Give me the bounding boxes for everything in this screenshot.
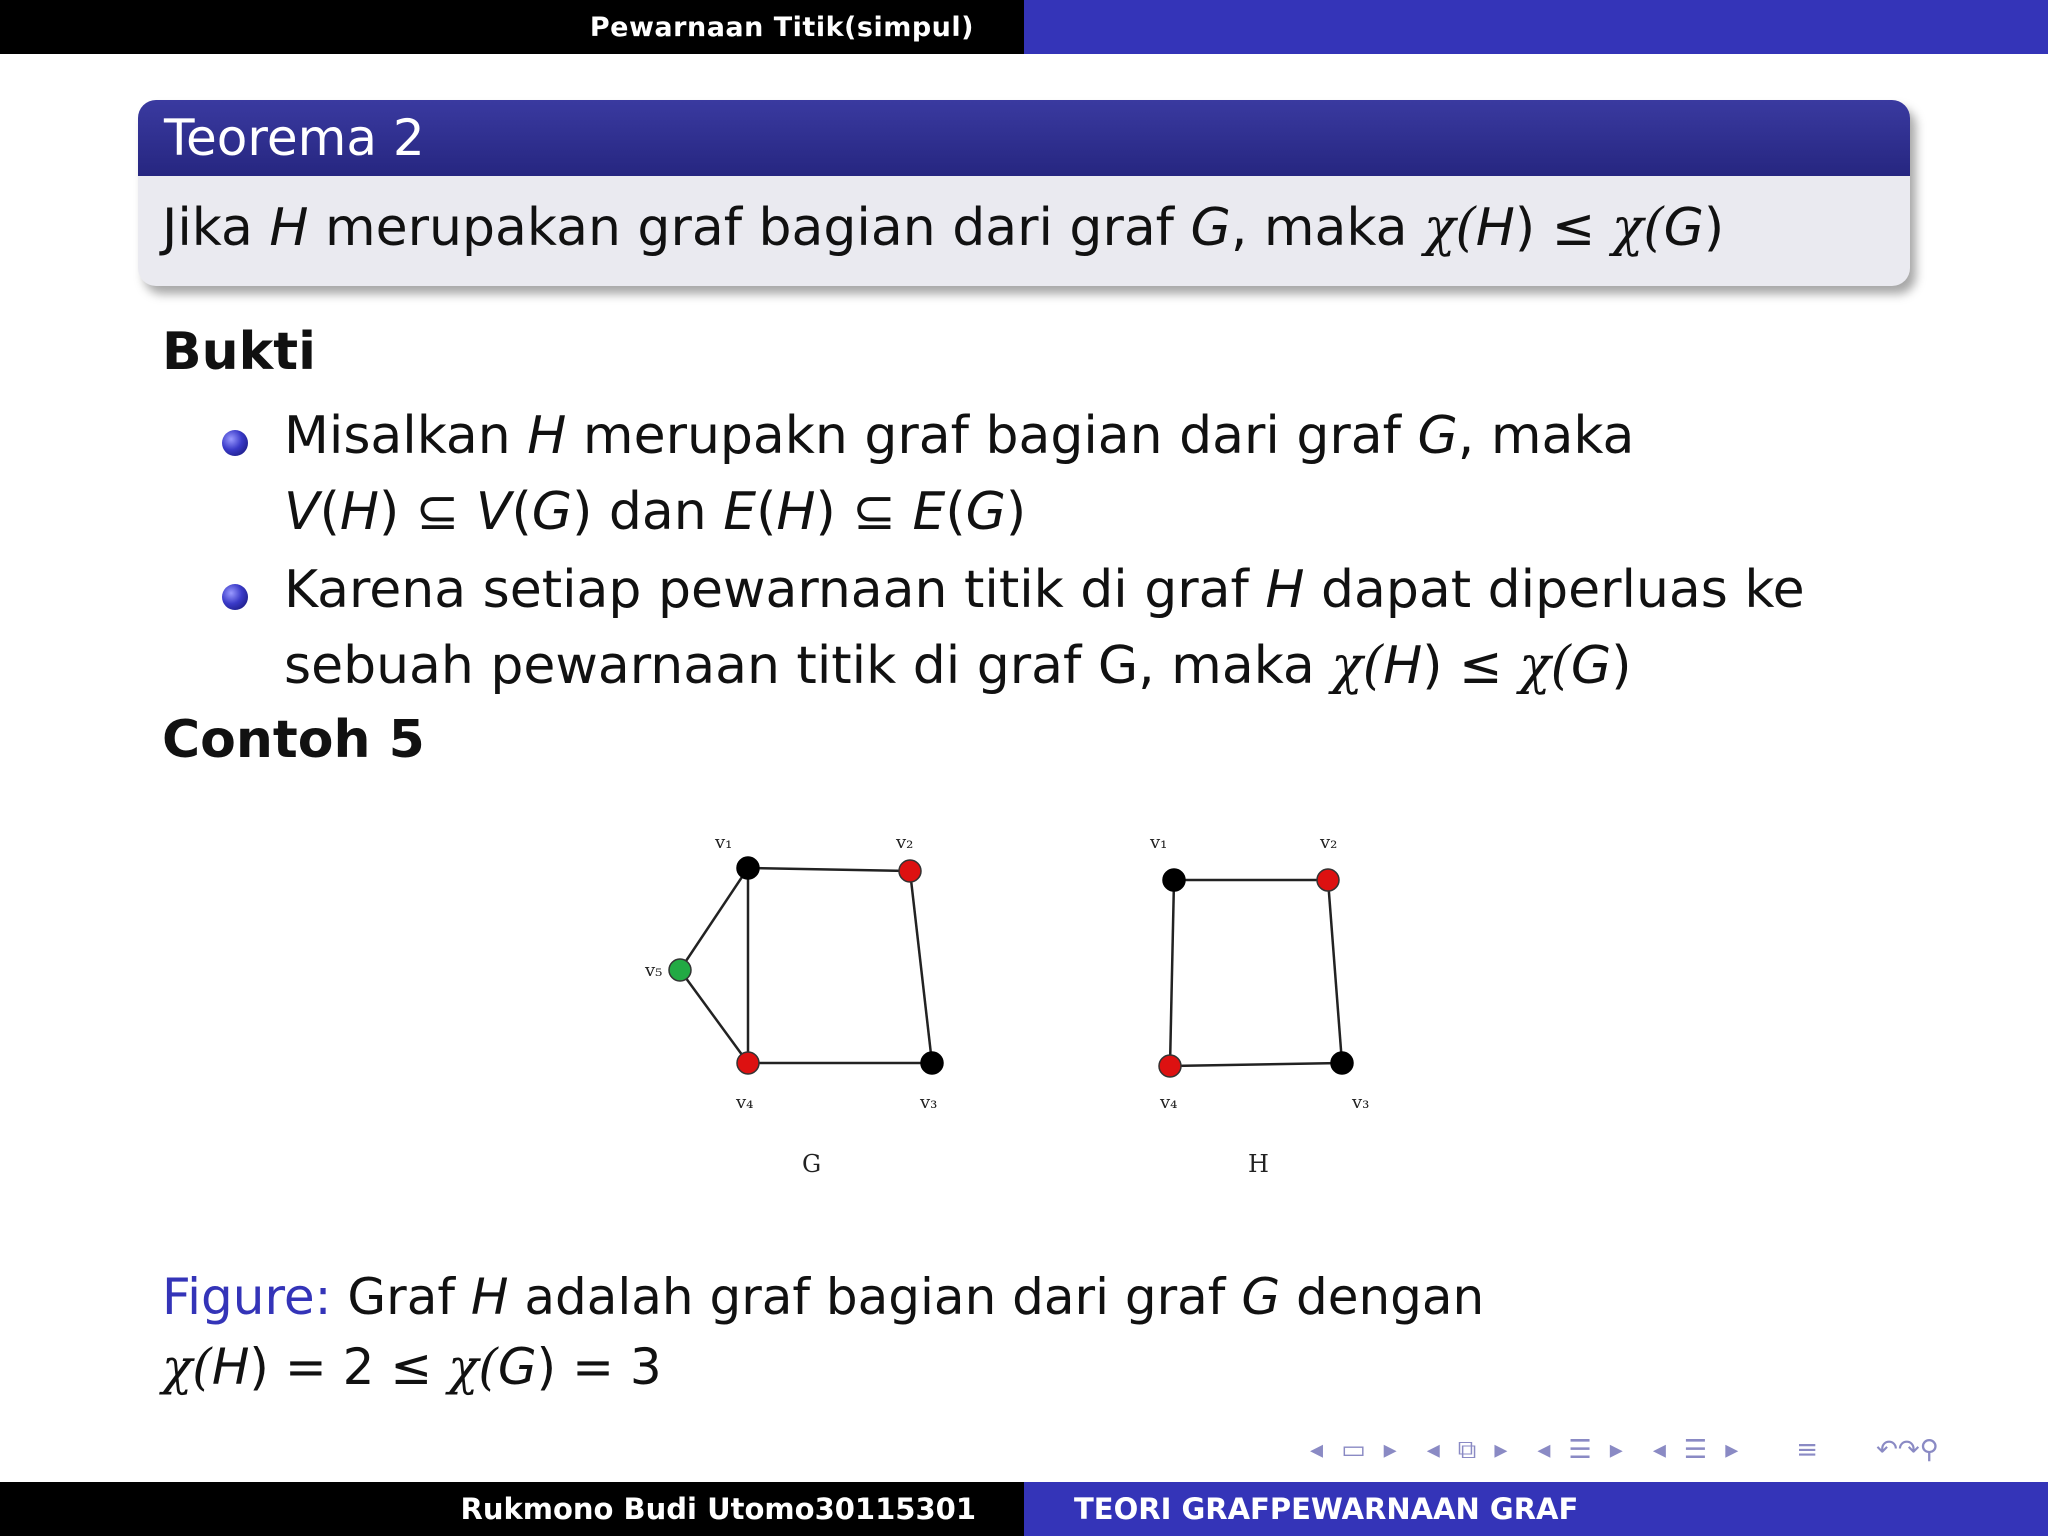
vertex-h-v1 bbox=[1163, 869, 1185, 891]
vertex-g-v1 bbox=[737, 857, 759, 879]
graph-h-name: H bbox=[1248, 1150, 1269, 1178]
figure-caption: Figure: Graf H adalah graf bagian dari graf G dengan χ(H) = 2 ≤ χ(G) = 3 bbox=[162, 1268, 1485, 1396]
proof-heading: Bukti bbox=[162, 322, 316, 382]
label-g-v5: v₅ bbox=[645, 960, 663, 981]
proof-bullet-2: Karena setiap pewarnaan titik di graf H dapat diperluas ke sebuah pewarnaan titik di graf G, maka χ(H) ≤ χ(G) bbox=[162, 552, 1922, 704]
graph-figure bbox=[640, 818, 1420, 1238]
align-icon[interactable]: ≡ bbox=[1796, 1435, 1819, 1465]
theorem-statement: Jika H merupakan graf bagian dari graf G, maka χ(H) ≤ χ(G) bbox=[162, 198, 1725, 258]
graph-figure-svg bbox=[640, 818, 1420, 1238]
list-icon[interactable]: ☰ bbox=[1683, 1435, 1708, 1465]
label-g-v4: v₄ bbox=[736, 1092, 754, 1113]
vertex-g-v4 bbox=[737, 1052, 759, 1074]
label-h-v3: v₃ bbox=[1352, 1092, 1370, 1113]
edge-g-v1-v2 bbox=[748, 868, 910, 871]
frame-icon[interactable]: ▭ bbox=[1341, 1435, 1366, 1465]
edge-h-v4-v1 bbox=[1170, 880, 1174, 1066]
graph-g-name: G bbox=[802, 1150, 822, 1178]
arrow-left-icon[interactable]: ◂ bbox=[1537, 1435, 1551, 1465]
arrow-left-icon[interactable]: ◂ bbox=[1426, 1435, 1440, 1465]
label-g-v2: v₂ bbox=[896, 832, 914, 853]
section-icon[interactable]: ☰ bbox=[1568, 1435, 1592, 1465]
subsection-icon[interactable]: ⧉ bbox=[1457, 1434, 1477, 1465]
arrow-left-icon[interactable]: ◂ bbox=[1310, 1435, 1324, 1465]
section-title[interactable]: Pewarnaan Titik(simpul) bbox=[589, 11, 974, 43]
label-g-v1: v₁ bbox=[715, 832, 733, 853]
vertex-h-v2 bbox=[1317, 869, 1339, 891]
arrow-right-icon[interactable]: ▸ bbox=[1725, 1435, 1739, 1465]
caption-label: Figure: bbox=[162, 1268, 332, 1326]
vertex-g-v3 bbox=[921, 1052, 943, 1074]
vertex-g-v2 bbox=[899, 860, 921, 882]
footer-author: Rukmono Budi Utomo30115301 bbox=[0, 1482, 1024, 1536]
edge-h-v3-v4 bbox=[1170, 1063, 1342, 1066]
footer-title: TEORI GRAFPEWARNAAN GRAF bbox=[1024, 1482, 2048, 1536]
label-g-v3: v₃ bbox=[920, 1092, 938, 1113]
edge-g-v1-v5 bbox=[680, 868, 748, 970]
proof-bullet-1: Misalkan H merupakn graf bagian dari graf G, maka V(H) ⊆ V(G) dan E(H) ⊆ E(G) bbox=[162, 398, 1922, 550]
arrow-right-icon[interactable]: ▸ bbox=[1494, 1435, 1508, 1465]
proof-bullet-list bbox=[162, 398, 1922, 706]
edge-h-v2-v3 bbox=[1328, 880, 1342, 1063]
edge-g-v2-v3 bbox=[910, 871, 932, 1063]
theorem-block bbox=[138, 100, 1910, 286]
label-h-v4: v₄ bbox=[1160, 1092, 1178, 1113]
beamer-navigation bbox=[1310, 1432, 1939, 1468]
graph-g bbox=[680, 868, 932, 1063]
graph-h bbox=[1170, 880, 1342, 1066]
theorem-title: Teorema 2 bbox=[138, 100, 1910, 176]
arrow-left-icon[interactable]: ◂ bbox=[1652, 1435, 1666, 1465]
bullet-icon bbox=[222, 584, 248, 610]
header-right bbox=[1024, 0, 2048, 54]
header-bar bbox=[0, 0, 2048, 54]
label-h-v1: v₁ bbox=[1150, 832, 1168, 853]
vertex-h-v4 bbox=[1159, 1055, 1181, 1077]
header-left bbox=[0, 0, 1024, 54]
arrow-right-icon[interactable]: ▸ bbox=[1609, 1435, 1623, 1465]
vertex-h-v3 bbox=[1331, 1052, 1353, 1074]
search-icon[interactable]: ↶↷⚲ bbox=[1876, 1435, 1939, 1465]
edge-g-v5-v4 bbox=[680, 970, 748, 1063]
label-h-v2: v₂ bbox=[1320, 832, 1338, 853]
bullet-icon bbox=[222, 430, 248, 456]
arrow-right-icon[interactable]: ▸ bbox=[1383, 1435, 1397, 1465]
vertex-g-v5 bbox=[669, 959, 691, 981]
example-heading: Contoh 5 bbox=[162, 710, 425, 770]
footer-bar bbox=[0, 1482, 2048, 1536]
